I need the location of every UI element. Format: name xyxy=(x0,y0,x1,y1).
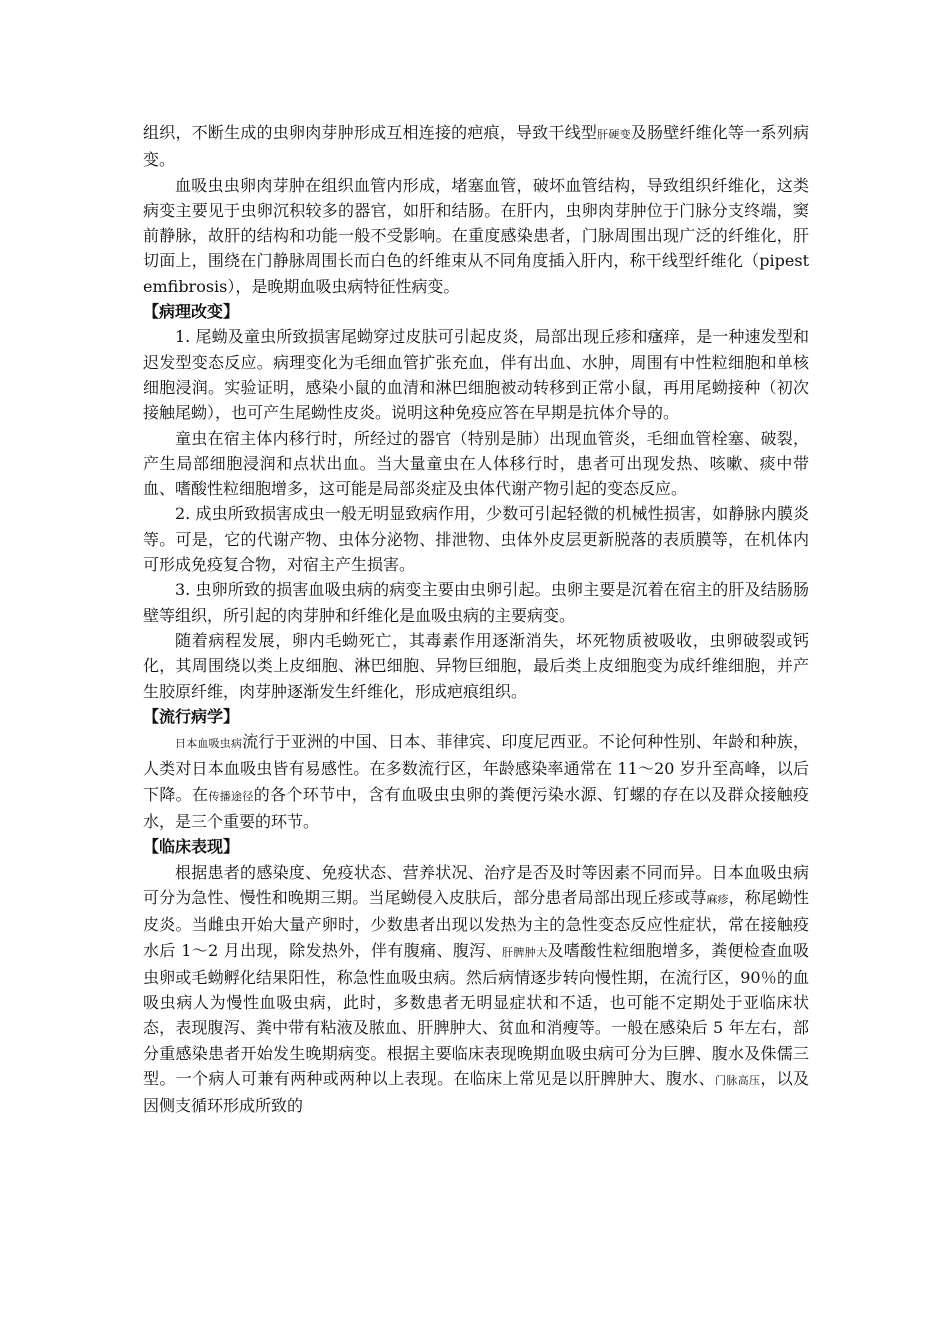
paragraph-4: 童虫在宿主体内移行时，所经过的器官（特别是肺）出现血管炎，毛细血管栓塞、破裂，产生局部细胞浸润和点状出血。当大量童虫在人体移行时，患者可出现发热、咳嗽、痰中带血、嗜酸性粒细胞增多，这可能是局部炎症及虫体代谢产物引起的变态反应。 xyxy=(143,428,809,499)
text-run: 及肠壁纤维化等一系列病变。 xyxy=(143,123,809,170)
text-run: 的各个环节中，含有血吸虫虫卵的粪便污染水源、钉螺的存在以及群众接触疫水，是三个重要的环节。 xyxy=(143,784,809,832)
text-run: 根据患者的感染度、免疫状态、营养状况、治疗是否及时等因素不同而异。日本血吸虫病可分为急性、慢性和晚期三期。当尾蚴侵入皮肤后，部分患者局部出现丘疹或荨 xyxy=(143,862,809,907)
section-heading-pathology: 【病理改变】 xyxy=(143,302,240,322)
text-run-small: 肝脾肿大 xyxy=(502,945,548,959)
text-run-small: 麻疹 xyxy=(706,892,729,906)
paragraph-8 xyxy=(143,729,809,834)
text-run-small: 日本血吸虫病 xyxy=(175,737,243,751)
paragraph-9 xyxy=(143,860,809,1119)
paragraph-7: 随着病程发展，卵内毛蚴死亡，其毒素作用逐渐消失，坏死物质被吸收，虫卵破裂或钙化，其周围绕以类上皮细胞、淋巴细胞、异物巨细胞，最后类上皮细胞变为成纤维细胞，并产生胶原纤维，肉芽肿逐渐发生纤维化，形成疤痕组织。 xyxy=(143,630,809,701)
paragraph-2: 血吸虫虫卵肉芽肿在组织血管内形成，堵塞血管，破坏血管结构，导致组织纤维化，这类病变主要见于虫卵沉积较多的器官，如肝和结肠。在肝内，虫卵肉芽肿位于门脉分支终端，窦前静脉，故肝的结构和功能一般不受影响。在重度感染患者，门脉周围出现广泛的纤维化，肝切面上，围绕在门静脉周围长而白色的纤维束从不同角度插入肝内，称干线型纤维化（pipestemfibrosis），是晚期血吸虫病特征性病变。 xyxy=(143,175,809,296)
text-run: ，以及因侧支循环形成所致的 xyxy=(143,1068,809,1116)
text-run: 及嗜酸性粒细胞增多，粪便检查血吸虫卵或毛蚴孵化结果阳性，称急性血吸虫病。然后病情逐步转向慢性期，在流行区，90％的血吸虫病人为慢性血吸虫病，此时，多数患者无明显症状和不适，也可能不定期处于亚临床状态，表现腹泻、粪中带有粘液及脓血、肝脾肿大、贫血和消瘦等。一般在感染后 5 年左右，部分重感染患者开始发生晚期病变。根据主要临床表现晚期血吸虫病可分为巨脾、腹水及侏儒三型。一个病人可兼有两种或两种以上表现。在临床上常见是以肝脾肿大、腹水、 xyxy=(143,940,809,1088)
paragraph-6: 3. 虫卵所致的损害血吸虫病的病变主要由虫卵引起。虫卵主要是沉着在宿主的肝及结肠肠壁等组织，所引起的肉芽肿和纤维化是血吸虫病的主要病变。 xyxy=(143,580,809,625)
paragraph-3: 1. 尾蚴及童虫所致损害尾蚴穿过皮肤可引起皮炎，局部出现丘疹和瘙痒，是一种速发型和迟发型变态反应。病理变化为毛细血管扩张充血，伴有出血、水肿，周围有中性粒细胞和单核细胞浸润。实验证明，感染小鼠的血清和淋巴细胞被动转移到正常小鼠，再用尾蚴接种（初次接触尾蚴），也可产生尾蚴性皮炎。说明这种免疫应答在早期是抗体介导的。 xyxy=(143,327,809,423)
text-run: 组织，不断生成的虫卵肉芽肿形成互相连接的疤痕，导致干线型 xyxy=(143,123,598,142)
paragraph-5: 2. 成虫所致损害成虫一般无明显致病作用，少数可引起轻微的机械性损害，如静脉内膜炎等。可是，它的代谢产物、虫体分泌物、排泄物、虫体外皮层更新脱落的表质膜等，在机体内可形成免疫复合物，对宿主产生损害。 xyxy=(143,504,809,575)
text-run: ，称尾蚴性皮炎。当雌虫开始大量产卵时，少数患者出现以发热为主的急性变态反应性症状，常在接触疫水后 1～2 月出现，除发热外，伴有腹痛、腹泻、 xyxy=(143,887,809,960)
text-run-small: 肝硬变 xyxy=(597,128,631,141)
text-run: 流行于亚洲的中国、日本、菲律宾、印度尼西亚。不论何种性别、年龄和种族，人类对日本血吸虫皆有易感性。在多数流行区，年龄感染率通常在 11～20 岁升至高峰，以后下降。在 xyxy=(143,732,809,804)
section-heading-epidemiology: 【流行病学】 xyxy=(143,706,240,726)
text-run-small: 门脉高压 xyxy=(714,1073,761,1087)
paragraph-1 xyxy=(143,120,809,173)
text-run-small: 传播途径 xyxy=(208,789,254,803)
section-heading-clinical: 【临床表现】 xyxy=(143,837,240,857)
document-page xyxy=(143,120,809,1119)
